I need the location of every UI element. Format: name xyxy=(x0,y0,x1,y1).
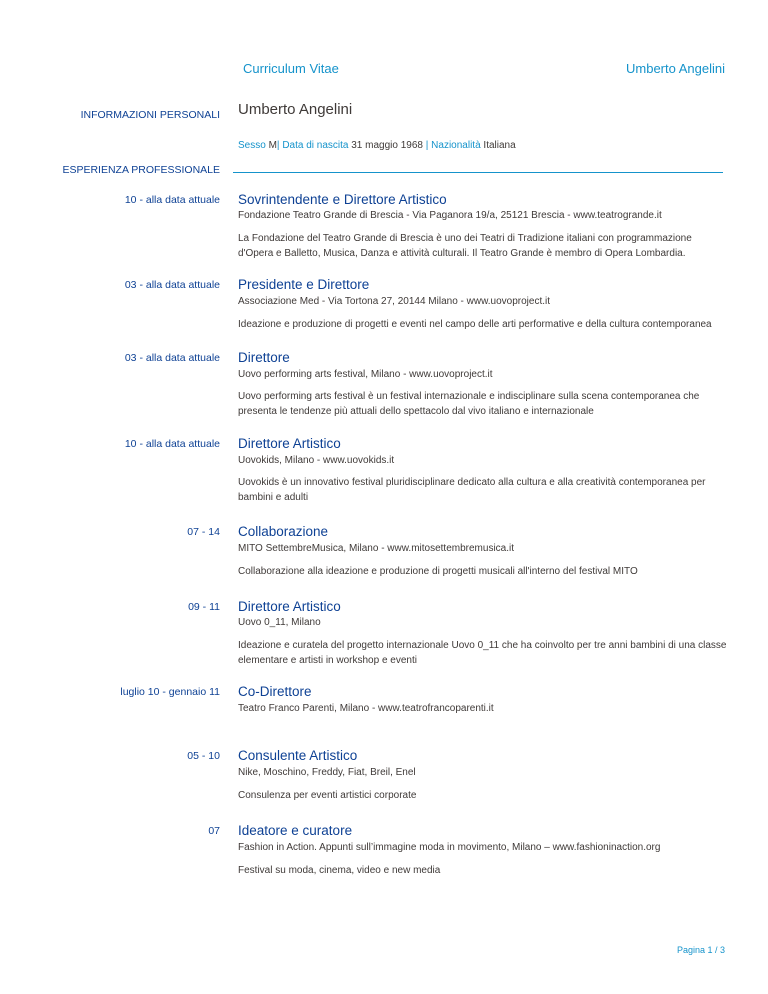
separator: | xyxy=(425,140,429,151)
experience-employer: Nike, Moschino, Freddy, Fiat, Breil, Enel xyxy=(238,767,416,778)
experience-title: Presidente e Direttore xyxy=(238,277,370,292)
separator: | xyxy=(276,140,280,151)
experience-title: Direttore xyxy=(238,350,290,365)
experience-description: Ideazione e curatela del progetto internazionale Uovo 0_11 che ha coinvolto per tre anni bambini di una classe elementare e artisti in workshop e eventi xyxy=(238,640,727,666)
experience-date: 03 - alla data attuale xyxy=(124,352,220,364)
experience-description: La Fondazione del Teatro Grande di Brescia è uno dei Teatri di Tradizione italiani con programmazione d'Opera e Balletto, Musica, Danza e attività culturali. Il Teatro Grande è membro di Opera Lombardia. xyxy=(238,233,692,259)
experience-employer: MITO SettembreMusica, Milano - www.mitosettembremusica.it xyxy=(238,543,515,554)
page-number: Pagina 1 / 3 xyxy=(676,945,725,955)
experience-date: 07 xyxy=(208,825,220,837)
experience-employer: Uovokids, Milano - www.uovokids.it xyxy=(238,455,395,466)
experience-title: Ideatore e curatore xyxy=(238,823,353,838)
experience-employer: Uovo 0_11, Milano xyxy=(238,617,321,628)
experience-date: 09 - 11 xyxy=(188,601,220,613)
experience-date: 10 - alla data attuale xyxy=(124,438,220,450)
experience-date: 03 - alla data attuale xyxy=(124,279,220,291)
nationality-label: Nazionalità xyxy=(431,140,481,151)
experience-title: Collaborazione xyxy=(238,524,329,539)
experience-date: 10 - alla data attuale xyxy=(124,194,220,206)
experience-date: luglio 10 - gennaio 11 xyxy=(120,686,220,698)
experience-description: Uovokids è un innovativo festival pluridisciplinare dedicato alla cultura e alla creatività contemporanea per bambini e adulti xyxy=(238,477,706,503)
sex-value: M xyxy=(268,140,277,151)
experience-title: Direttore Artistico xyxy=(238,436,341,451)
experience-title: Co-Direttore xyxy=(238,684,312,699)
experience-description: Ideazione e produzione di progetti e eventi nel campo delle arti performative e della cultura contemporanea xyxy=(238,319,712,330)
birth-value: 31 maggio 1968 xyxy=(351,140,423,151)
section-divider xyxy=(233,172,723,173)
experience-section-label: ESPERIENZA PROFESSIONALE xyxy=(62,164,220,176)
experience-title: Direttore Artistico xyxy=(238,599,341,614)
experience-employer: Fondazione Teatro Grande di Brescia - Via Paganora 19/a, 25121 Brescia - www.teatrogrande.it xyxy=(238,210,662,221)
experience-employer: Teatro Franco Parenti, Milano - www.teatrofrancoparenti.it xyxy=(238,703,494,714)
experience-title: Consulente Artistico xyxy=(238,748,358,763)
header-name: Umberto Angelini xyxy=(626,61,725,76)
experience-description: Uovo performing arts festival è un festival internazionale e indisciplinare sulla scena contemporanea che presenta le tendenze più attuali dello spettacolo dal vivo italiano e internazionale xyxy=(238,391,700,417)
personal-name: Umberto Angelini xyxy=(238,101,353,118)
experience-employer: Associazione Med - Via Tortona 27, 20144 Milano - www.uovoproject.it xyxy=(238,296,551,307)
nationality-value: Italiana xyxy=(483,140,516,151)
personal-section-label: INFORMAZIONI PERSONALI xyxy=(80,109,220,121)
experience-description: Festival su moda, cinema, video e new media xyxy=(238,865,441,876)
experience-description: Collaborazione alla ideazione e produzione di progetti musicali all'interno del festival MITO xyxy=(238,566,638,577)
sex-label: Sesso xyxy=(238,140,266,151)
experience-title: Sovrintendente e Direttore Artistico xyxy=(238,192,447,207)
birth-label: Data di nascita xyxy=(282,140,349,151)
experience-date: 05 - 10 xyxy=(187,750,220,762)
experience-employer: Fashion in Action. Appunti sull’immagine moda in movimento, Milano – www.fashioninaction.org xyxy=(238,842,661,853)
experience-description: Consulenza per eventi artistici corporate xyxy=(238,790,417,801)
personal-details xyxy=(238,140,516,151)
experience-date: 07 - 14 xyxy=(187,526,220,538)
experience-employer: Uovo performing arts festival, Milano - www.uovoproject.it xyxy=(238,369,493,380)
doc-title: Curriculum Vitae xyxy=(243,61,339,76)
